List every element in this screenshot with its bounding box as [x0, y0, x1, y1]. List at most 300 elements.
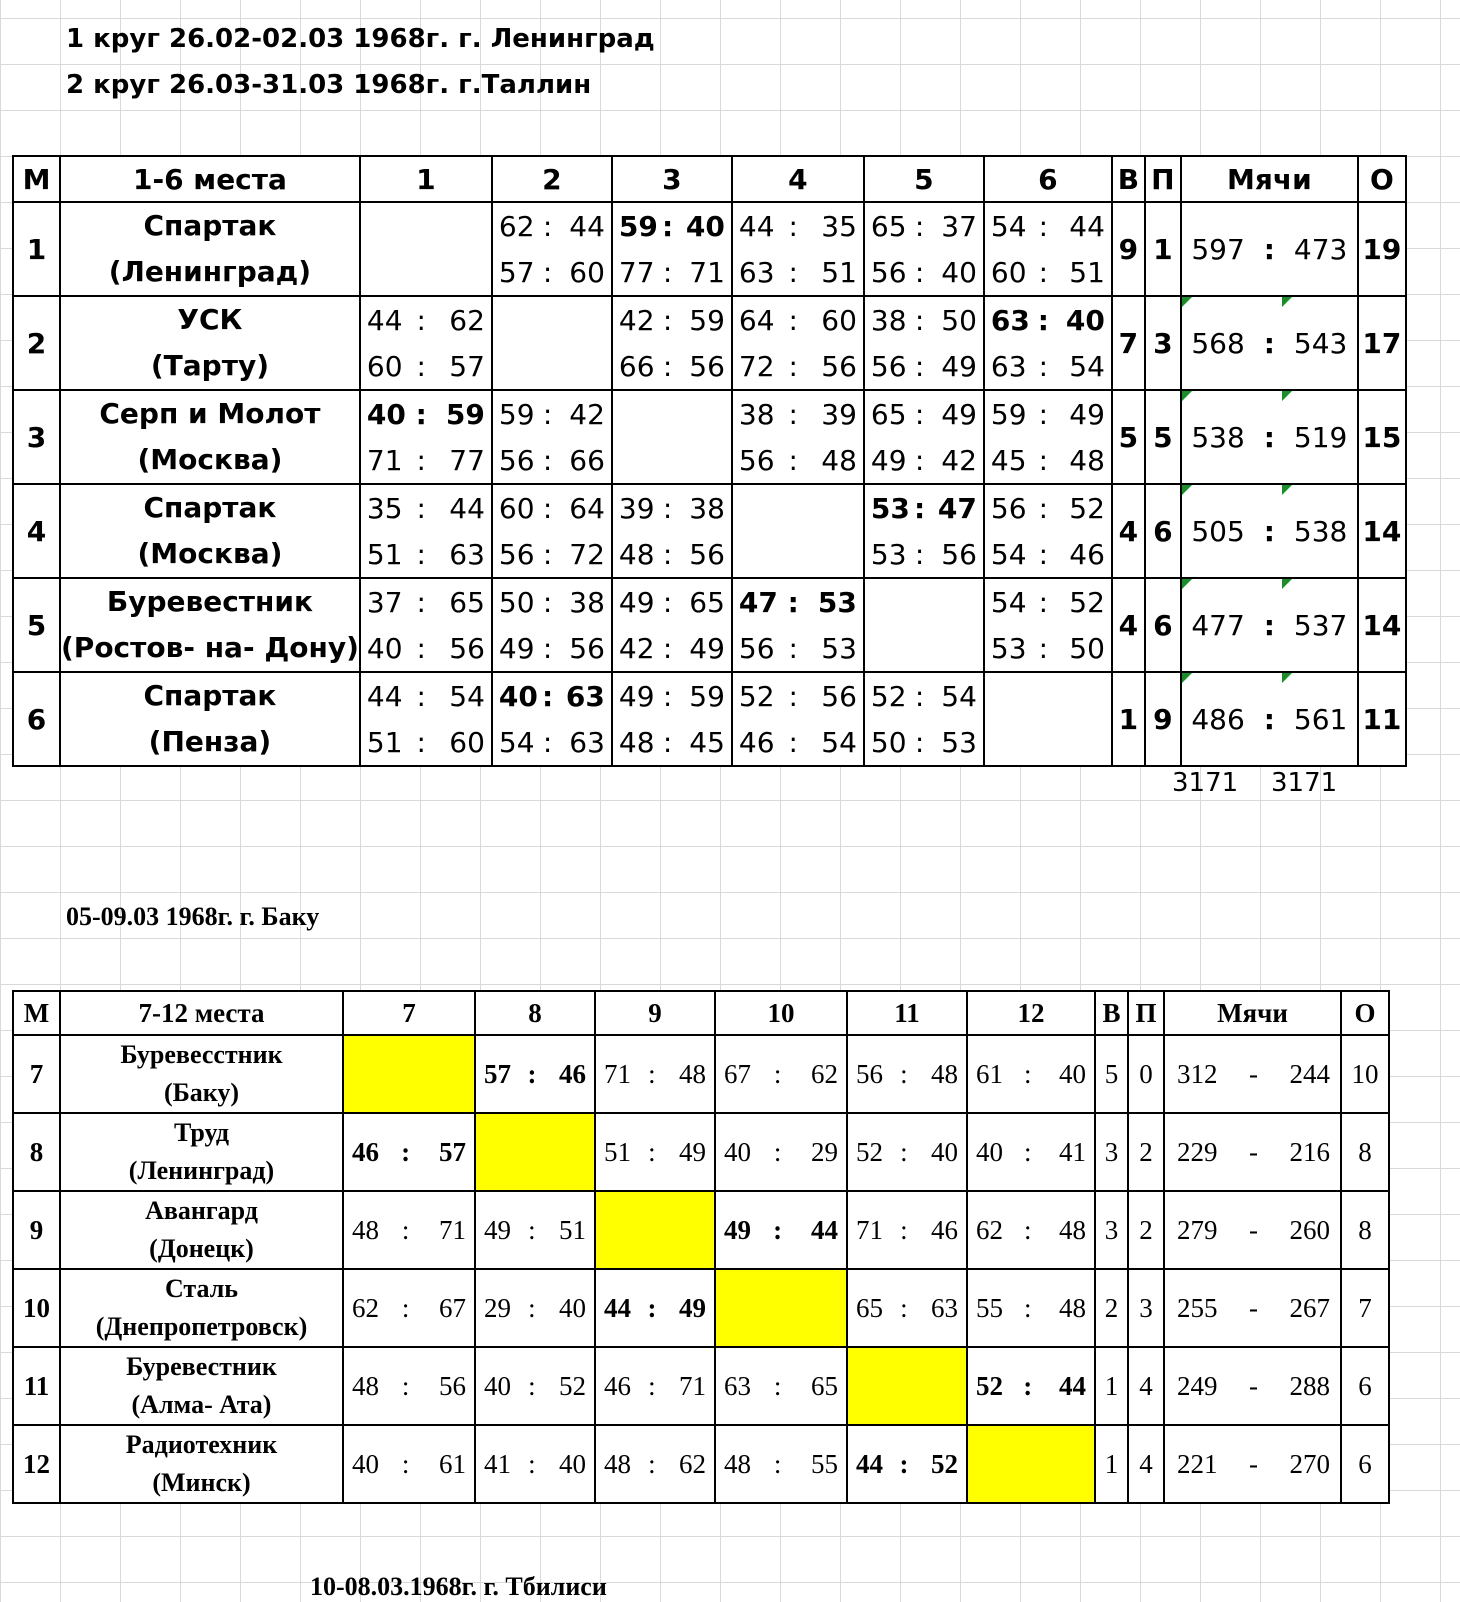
- score-opp: 59: [689, 679, 725, 713]
- balls-cell: [1181, 390, 1358, 484]
- score-opp: 29: [811, 1136, 838, 1167]
- score-colon: :: [662, 537, 673, 571]
- score-cell: [984, 296, 1112, 390]
- score-own: 50: [498, 585, 535, 619]
- score-opp: 46: [931, 1214, 958, 1245]
- team-city: (Ленинград): [128, 1156, 275, 1185]
- game-score: [968, 1270, 1094, 1346]
- balls-colon: :: [1263, 514, 1275, 548]
- score-cell: [984, 578, 1112, 672]
- score-colon: :: [900, 1058, 908, 1089]
- game-score: [344, 1114, 474, 1190]
- game-score: [848, 1114, 966, 1190]
- score-cell: [475, 1035, 595, 1113]
- balls-dash: -: [1249, 1058, 1258, 1089]
- score-own: 56: [738, 443, 775, 477]
- balls-against: 260: [1289, 1214, 1330, 1245]
- score-colon: :: [542, 209, 553, 243]
- score-colon: :: [662, 303, 673, 337]
- score-colon: :: [662, 585, 673, 619]
- score-own: 63: [738, 255, 775, 289]
- score-colon: :: [788, 303, 798, 337]
- team-cell: [60, 296, 360, 390]
- score-own: 37: [366, 585, 403, 619]
- score-pair: [361, 579, 491, 671]
- score-cell: [595, 1035, 715, 1113]
- balls-cell: [1164, 1347, 1341, 1425]
- game-score: [848, 1192, 966, 1268]
- balls-dash: -: [1249, 1448, 1258, 1479]
- game-score: [596, 1036, 714, 1112]
- score-opp: 55: [811, 1448, 838, 1479]
- self-cell: [595, 1191, 715, 1269]
- score-own: 56: [498, 537, 535, 571]
- balls-against-total: 3171: [1271, 768, 1338, 798]
- score-cell: [612, 578, 732, 672]
- team-city: (Днепропетровск): [95, 1312, 308, 1341]
- score-opp: 38: [569, 585, 605, 619]
- score-opp: 49: [1069, 397, 1105, 431]
- score-opp: 54: [1069, 349, 1105, 383]
- score-colon: :: [788, 349, 798, 383]
- score-pair: [865, 297, 983, 389]
- balls-for: 477: [1191, 608, 1245, 642]
- team-cell: [60, 578, 360, 672]
- header-losses: П: [1128, 991, 1164, 1035]
- score-own: 71: [604, 1058, 631, 1089]
- table-row: [13, 672, 1406, 766]
- header-col-4: 4: [732, 156, 864, 202]
- score-pair: [361, 297, 491, 389]
- score-colon: :: [401, 1448, 410, 1479]
- score-cell: [595, 1269, 715, 1347]
- balls-ratio: [1182, 297, 1357, 389]
- score-colon: :: [773, 1448, 782, 1479]
- score-colon: :: [648, 1136, 656, 1167]
- game-score: [985, 579, 1111, 625]
- header-balls: Мячи: [1164, 991, 1341, 1035]
- balls-colon: :: [1263, 420, 1275, 454]
- team-name: Спартак: [143, 491, 277, 524]
- score-opp: 66: [569, 443, 605, 477]
- team-name: Буревестник: [126, 1352, 277, 1381]
- score-cell: [847, 1269, 967, 1347]
- score-own: 44: [604, 1292, 631, 1323]
- round1-caption: 1 круг 26.02-02.03 1968г. г. Ленинград: [66, 24, 655, 54]
- score-own: 40: [724, 1136, 751, 1167]
- score-own: 53: [870, 491, 910, 525]
- score-opp: 42: [569, 397, 605, 431]
- balls-against: 267: [1289, 1292, 1330, 1323]
- team-city: (Москва): [137, 443, 283, 476]
- team-name: Сталь: [164, 1274, 239, 1303]
- score-colon: :: [662, 349, 673, 383]
- score-colon: :: [788, 209, 798, 243]
- game-score: [968, 1192, 1094, 1268]
- score-pair: [493, 203, 611, 295]
- game-score: [865, 485, 983, 531]
- score-colon: :: [648, 1370, 656, 1401]
- score-cell: [475, 1425, 595, 1503]
- score-own: 29: [484, 1292, 511, 1323]
- score-cell: [967, 1269, 1095, 1347]
- score-pair: [613, 673, 731, 765]
- game-score: [613, 297, 731, 343]
- score-opp: 49: [689, 631, 725, 665]
- baku-caption: 05-09.03 1968г. г. Баку: [66, 902, 320, 931]
- losses: 9: [1145, 672, 1181, 766]
- table-places-7-12: [12, 990, 1390, 1504]
- score-opp: 65: [811, 1370, 838, 1401]
- score-cell: [492, 390, 612, 484]
- balls-colon: :: [1263, 326, 1275, 360]
- team-name: Труд: [174, 1118, 229, 1147]
- score-colon: :: [1037, 303, 1049, 337]
- team-cell: [60, 1035, 343, 1113]
- score-cell: [864, 202, 984, 296]
- score-pair: [865, 485, 983, 577]
- score-cell: [343, 1425, 475, 1503]
- place-number: 8: [13, 1113, 60, 1191]
- game-score: [613, 485, 731, 531]
- score-pair: [493, 579, 611, 671]
- score-opp: 48: [931, 1058, 958, 1089]
- score-own: 51: [366, 537, 403, 571]
- score-cell: [715, 1113, 847, 1191]
- score-pair: [865, 673, 983, 765]
- score-pair: [493, 391, 611, 483]
- game-score: [865, 531, 983, 577]
- score-own: 44: [856, 1448, 883, 1479]
- score-cell: [732, 296, 864, 390]
- game-score: [716, 1114, 846, 1190]
- score-pair: [733, 673, 863, 765]
- score-opp: 56: [689, 349, 725, 383]
- game-score: [361, 437, 491, 483]
- score-colon: :: [416, 303, 426, 337]
- game-score: [596, 1114, 714, 1190]
- score-colon: :: [416, 443, 426, 477]
- score-opp: 51: [1069, 255, 1105, 289]
- score-own: 72: [738, 349, 775, 383]
- score-colon: :: [1023, 1370, 1033, 1401]
- balls-ratio: [1165, 1215, 1340, 1246]
- team-name: Авангард: [145, 1196, 258, 1225]
- score-cell: [343, 1347, 475, 1425]
- score-pair: [985, 579, 1111, 671]
- losses: 1: [1145, 202, 1181, 296]
- score-cell: [984, 202, 1112, 296]
- points: 19: [1358, 202, 1406, 296]
- score-colon: :: [542, 631, 553, 665]
- team-city: (Пенза): [148, 725, 272, 758]
- score-cell: [715, 1347, 847, 1425]
- score-opp: 50: [941, 303, 977, 337]
- table-row: [13, 1035, 1389, 1113]
- score-own: 48: [352, 1370, 379, 1401]
- score-own: 35: [366, 491, 403, 525]
- score-opp: 63: [565, 679, 605, 713]
- score-colon: :: [1023, 1292, 1032, 1323]
- score-opp: 62: [811, 1058, 838, 1089]
- score-cell: [864, 390, 984, 484]
- score-colon: :: [914, 537, 925, 571]
- losses: 6: [1145, 578, 1181, 672]
- score-cell: [360, 202, 492, 296]
- score-own: 48: [724, 1448, 751, 1479]
- score-colon: :: [542, 537, 553, 571]
- score-opp: 54: [449, 679, 485, 713]
- score-own: 54: [990, 209, 1027, 243]
- note-marker-icon: [1282, 297, 1292, 307]
- balls-against: 538: [1293, 514, 1348, 548]
- score-opp: 64: [569, 491, 605, 525]
- score-opp: 71: [439, 1214, 466, 1245]
- score-colon: :: [542, 491, 553, 525]
- score-colon: :: [662, 631, 673, 665]
- header-col-5: 5: [864, 156, 984, 202]
- wins: 9: [1112, 202, 1145, 296]
- score-own: 67: [724, 1058, 751, 1089]
- score-pair: [733, 579, 863, 671]
- losses: 4: [1128, 1347, 1164, 1425]
- score-own: 48: [604, 1448, 631, 1479]
- team-cell: [60, 484, 360, 578]
- balls-for: 597: [1191, 232, 1245, 266]
- score-opp: 62: [679, 1448, 706, 1479]
- score-colon: :: [773, 1370, 782, 1401]
- game-score: [493, 249, 611, 295]
- score-cell: [360, 672, 492, 766]
- balls-against: 270: [1289, 1448, 1330, 1479]
- team-city: (Минск): [152, 1468, 251, 1497]
- score-opp: 71: [679, 1370, 706, 1401]
- score-own: 63: [990, 349, 1027, 383]
- game-score: [985, 249, 1111, 295]
- balls-for: 221: [1177, 1448, 1218, 1479]
- score-colon: :: [648, 1058, 656, 1089]
- score-pair: [613, 297, 731, 389]
- score-opp: 56: [821, 679, 857, 713]
- score-colon: :: [788, 443, 798, 477]
- score-opp: 48: [679, 1058, 706, 1089]
- score-colon: :: [1038, 491, 1049, 525]
- score-own: 48: [352, 1214, 379, 1245]
- balls-against: 561: [1293, 702, 1348, 736]
- score-own: 54: [498, 725, 535, 759]
- game-score: [493, 203, 611, 249]
- team-city: (Москва): [137, 537, 283, 570]
- score-colon: :: [416, 631, 426, 665]
- score-own: 51: [604, 1136, 631, 1167]
- game-score: [613, 625, 731, 671]
- score-own: 38: [738, 397, 775, 431]
- score-opp: 52: [931, 1448, 958, 1479]
- wins: 4: [1112, 578, 1145, 672]
- score-own: 77: [618, 255, 655, 289]
- game-score: [865, 203, 983, 249]
- score-pair: [361, 391, 491, 483]
- team-cell: [60, 1269, 343, 1347]
- score-cell: [715, 1425, 847, 1503]
- score-cell: [360, 578, 492, 672]
- points: 15: [1358, 390, 1406, 484]
- score-colon: :: [788, 631, 798, 665]
- game-score: [968, 1114, 1094, 1190]
- score-own: 42: [618, 303, 655, 337]
- self-cell: [715, 1269, 847, 1347]
- losses: 3: [1145, 296, 1181, 390]
- game-score: [361, 579, 491, 625]
- game-score: [733, 625, 863, 671]
- game-score: [361, 297, 491, 343]
- score-colon: :: [1038, 255, 1049, 289]
- game-score: [865, 343, 983, 389]
- score-own: 54: [990, 585, 1027, 619]
- score-cell: [967, 1035, 1095, 1113]
- score-cell: [492, 202, 612, 296]
- score-cell: [847, 1425, 967, 1503]
- balls-cell: [1164, 1425, 1341, 1503]
- score-own: 56: [870, 255, 907, 289]
- table-row: [13, 1347, 1389, 1425]
- game-score: [848, 1270, 966, 1346]
- score-cell: [984, 484, 1112, 578]
- score-own: 59: [990, 397, 1027, 431]
- team-city: (Тарту): [150, 349, 269, 382]
- place-number: 7: [13, 1035, 60, 1113]
- score-colon: :: [1023, 1136, 1032, 1167]
- self-cell: [475, 1113, 595, 1191]
- score-opp: 56: [569, 631, 605, 665]
- score-opp: 38: [689, 491, 725, 525]
- score-cell: [732, 202, 864, 296]
- score-own: 56: [738, 631, 775, 665]
- next-tournament-caption: 10-08.03.1968г. г. Тбилиси: [310, 1572, 607, 1601]
- team-cell: [60, 1425, 343, 1503]
- score-cell: [715, 1191, 847, 1269]
- score-cell: [984, 390, 1112, 484]
- balls-for: 538: [1191, 420, 1245, 454]
- balls-ratio: [1182, 579, 1357, 671]
- game-score: [596, 1426, 714, 1502]
- score-opp: 56: [689, 537, 725, 571]
- team-name: УСК: [177, 303, 243, 336]
- score-pair: [613, 579, 731, 671]
- score-cell: [864, 672, 984, 766]
- game-score: [493, 485, 611, 531]
- header-m: М: [13, 156, 60, 202]
- game-score: [716, 1426, 846, 1502]
- score-opp: 48: [1059, 1292, 1086, 1323]
- score-own: 40: [352, 1448, 379, 1479]
- score-own: 71: [856, 1214, 883, 1245]
- score-colon: :: [914, 725, 925, 759]
- score-own: 49: [618, 679, 655, 713]
- game-score: [476, 1426, 594, 1502]
- score-colon: :: [416, 537, 426, 571]
- score-own: 55: [976, 1292, 1003, 1323]
- header-group: 1-6 места: [60, 156, 360, 202]
- game-score: [361, 391, 491, 437]
- game-score: [985, 437, 1111, 483]
- score-own: 49: [724, 1214, 751, 1245]
- score-colon: :: [401, 1214, 410, 1245]
- balls-against: 244: [1289, 1058, 1330, 1089]
- score-own: 49: [498, 631, 535, 665]
- score-opp: 35: [821, 209, 857, 243]
- note-marker-icon: [1282, 673, 1292, 683]
- points: 14: [1358, 578, 1406, 672]
- game-score: [733, 437, 863, 483]
- header-points: О: [1341, 991, 1389, 1035]
- score-own: 65: [856, 1292, 883, 1323]
- score-colon: :: [914, 349, 925, 383]
- score-colon: :: [1023, 1058, 1032, 1089]
- score-own: 53: [990, 631, 1027, 665]
- game-score: [361, 343, 491, 389]
- game-score: [344, 1426, 474, 1502]
- score-opp: 40: [941, 255, 977, 289]
- score-opp: 59: [445, 397, 485, 431]
- score-own: 46: [738, 725, 775, 759]
- game-score: [361, 625, 491, 671]
- table-row: [13, 390, 1406, 484]
- header-col-11: 11: [847, 991, 967, 1035]
- score-colon: :: [416, 725, 426, 759]
- losses: 6: [1145, 484, 1181, 578]
- score-own: 53: [870, 537, 907, 571]
- balls-dash: -: [1249, 1370, 1258, 1401]
- score-cell: [732, 390, 864, 484]
- game-score: [476, 1036, 594, 1112]
- score-opp: 60: [569, 255, 605, 289]
- losses: 4: [1128, 1425, 1164, 1503]
- balls-for: 229: [1177, 1136, 1218, 1167]
- score-cell: [732, 578, 864, 672]
- score-cell: [864, 578, 984, 672]
- score-opp: 45: [689, 725, 725, 759]
- self-cell: [343, 1035, 475, 1113]
- score-own: 48: [618, 725, 655, 759]
- score-opp: 48: [1069, 443, 1105, 477]
- score-opp: 56: [941, 537, 977, 571]
- score-own: 40: [976, 1136, 1003, 1167]
- note-marker-icon: [1182, 673, 1192, 683]
- table-header-row: [13, 991, 1389, 1035]
- note-marker-icon: [1182, 391, 1192, 401]
- score-own: 38: [870, 303, 907, 337]
- score-colon: :: [788, 255, 798, 289]
- header-m: М: [13, 991, 60, 1035]
- score-opp: 52: [559, 1370, 586, 1401]
- place-number: 10: [13, 1269, 60, 1347]
- wins: 3: [1095, 1113, 1128, 1191]
- team-city: (Донецк): [149, 1234, 254, 1263]
- game-score: [968, 1348, 1094, 1424]
- balls-cell: [1164, 1269, 1341, 1347]
- balls-colon: :: [1263, 232, 1275, 266]
- score-cell: [475, 1347, 595, 1425]
- score-colon: :: [662, 725, 673, 759]
- balls-against: 473: [1293, 232, 1348, 266]
- note-marker-icon: [1182, 485, 1192, 495]
- header-col-7: 7: [343, 991, 475, 1035]
- table-row: [13, 1113, 1389, 1191]
- team-cell: [60, 1191, 343, 1269]
- balls-cell: [1181, 672, 1358, 766]
- points: 7: [1341, 1269, 1389, 1347]
